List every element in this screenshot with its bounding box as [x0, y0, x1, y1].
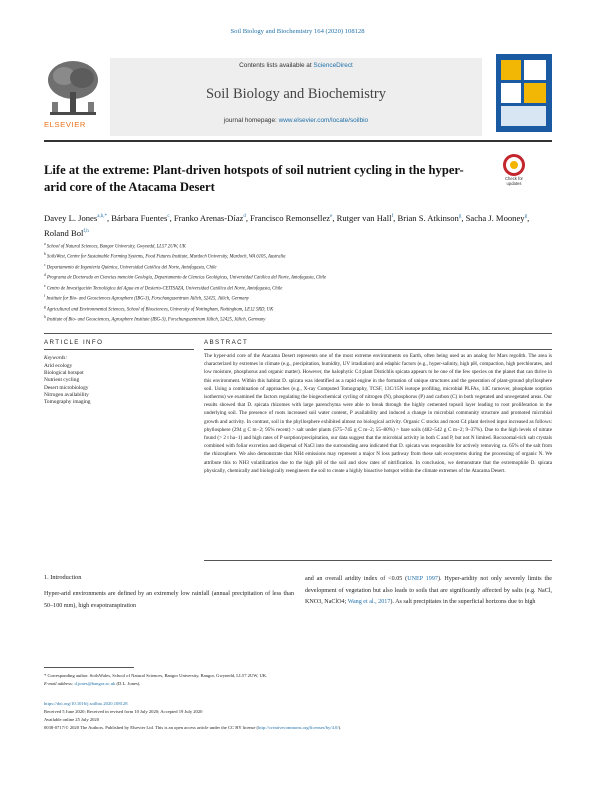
affiliation-text: Institute for Bio- and Geosciences Agrosphere (IBG-3), Forschungszentrum Jülich, 52425, Jülich, Germany [46, 296, 249, 302]
author-affiliation-marker[interactable]: g [524, 214, 528, 219]
affiliation-text: Centro de Investigación Tecnológica del Agua en el Desierto-CEITSAZA, Universidad Católica del Norte, Antofagasta, Chile [46, 286, 283, 292]
article-info-heading: ARTICLE INFO [44, 339, 104, 346]
license-line [44, 724, 552, 732]
affiliation-item [44, 314, 552, 324]
affiliation-item [44, 251, 552, 261]
section-divider [44, 333, 552, 334]
affiliation-marker: c [44, 262, 46, 267]
journal-title: Soil Biology and Biochemistry [205, 86, 387, 102]
affiliation-marker: f [44, 294, 46, 299]
footnote-text: * Corresponding author. SoilsWales, School of Natural Sciences, Bangor University, Bangor, Gwynedd, LL57 2UW, UK. [44, 673, 268, 678]
affiliation-item [44, 272, 552, 282]
author-name[interactable]: Francisco Remonsellez [250, 212, 331, 223]
author-affiliation-marker[interactable]: f,h [83, 229, 89, 235]
contents-line [110, 62, 482, 69]
affiliation-text: Institute of Bio- and Geosciences, Agrosphere Institute (IBG-3), Forschungszentrum Jülich, 52425, Jülich, Germany [46, 317, 266, 323]
homepage-prefix: journal homepage: [223, 117, 279, 124]
cover-tile [524, 83, 546, 103]
cover-tile [501, 106, 546, 126]
corresponding-author-footnote [44, 672, 552, 688]
author-name[interactable]: Davey L. Jones [44, 212, 98, 223]
contents-prefix: Contents lists available at [239, 62, 314, 69]
author-affiliation-marker[interactable]: a,b,* [97, 214, 107, 219]
citation-link[interactable]: UNEP 1997 [407, 576, 438, 582]
affiliation-text: Programa de Doctorado en Ciencias mención Geología, Departamento de Ciencias Geológicas, Universidad Católica del Norte, Antofagasta, Chile [46, 275, 327, 281]
intro-right-text: and an overall aridity index of <0.05 ( [305, 576, 408, 582]
available-date: Available online 25 July 2020 [44, 717, 100, 722]
author-affiliation-marker[interactable]: f [391, 214, 394, 219]
sciencedirect-link[interactable]: ScienceDirect [313, 62, 353, 69]
abstract-end-divider [204, 560, 552, 561]
check-updates-icon [503, 154, 525, 176]
tree-icon [44, 58, 102, 120]
intro-right-text: ). Hyper-aridity not only severely limits the development of vegetation but also leads to soils that are significantly affected by salts (e.g. NaCl, KNO3, NaClO4; [305, 576, 552, 606]
affiliation-list [44, 241, 552, 325]
introduction-heading: 1. Introduction [44, 574, 82, 581]
journal-cover-thumbnail[interactable] [496, 54, 552, 132]
author-affiliation-marker[interactable]: d [243, 214, 246, 219]
cover-tile [524, 60, 546, 80]
affiliation-text: School of Natural Sciences, Bangor University, Gwynedd, LL57 2UW, UK [46, 244, 186, 250]
affiliation-item [44, 293, 552, 303]
introduction-right-column [305, 574, 552, 609]
author-name[interactable]: Sacha J. Mooney [465, 212, 525, 223]
affiliation-marker: b [44, 252, 46, 257]
info-underline [44, 349, 194, 350]
affiliation-marker: d [44, 273, 46, 278]
footnote-divider [44, 667, 134, 668]
keyword-item: Nutrient cycling [44, 377, 80, 384]
citation-link[interactable]: Wang et al., 2017 [347, 599, 391, 606]
keyword-item: Arid ecology [44, 363, 73, 369]
affiliation-text: SoilsWest, Centre for Sustainable Farming Systems, Food Futures Institute, Murdoch University, Murdoch, WA 6105, Australia [46, 255, 286, 261]
author-name[interactable]: Roland Bol [44, 228, 84, 239]
article-title: Life at the extreme: Plant-driven hotspots of soil nutrient cycling in the hyper-arid core of the Atacama Desert [44, 163, 464, 194]
abstract-underline [204, 349, 552, 350]
keyword-list [44, 363, 194, 406]
keyword-item: Desert microbiology [44, 384, 89, 391]
author-affiliation-marker[interactable]: c [167, 214, 170, 219]
affiliation-item [44, 283, 552, 293]
doi-link[interactable]: https://doi.org/10.1016/j.soilbio.2020.108128 [44, 701, 128, 706]
affiliation-marker: h [44, 315, 46, 320]
affiliation-marker: e [44, 283, 46, 288]
keywords-heading: Keywords: [44, 355, 68, 361]
author-affiliation-marker[interactable]: g [458, 214, 462, 219]
homepage-line [110, 117, 482, 124]
cover-tile [501, 60, 521, 80]
email-suffix: (D.L. Jones). [115, 681, 141, 686]
author-name[interactable]: Rutger van Hall [336, 212, 392, 223]
keyword-item: Tomography imaging [44, 399, 91, 406]
received-dates: Received 5 June 2020; Received in revised form 10 July 2020; Accepted 19 July 2020 [44, 709, 203, 714]
affiliation-marker: g [44, 304, 46, 309]
license-text: 0038-0717/© 2020 The Authors. Published by Elsevier Ltd. This is an open access article under the CC BY license ( [44, 725, 259, 730]
author-name[interactable]: Bárbara Fuentes [111, 212, 168, 223]
article-metadata [44, 700, 552, 732]
keyword-item: Biological hotspot [44, 370, 84, 377]
affiliation-text: Agricultural and Environmental Sciences, School of Biosciences, University of Nottingham, Nottingham, LE12 5RD, UK [46, 307, 274, 313]
header-divider [44, 140, 552, 142]
intro-left-text: Hyper-arid environments are defined by an extremely low rainfall (annual precipitation of less than 50–100 mm), high evapotranspiration [44, 591, 294, 609]
author-name[interactable]: Brian S. Atkinson [397, 212, 459, 223]
footnote-email-line [44, 680, 552, 688]
abstract-body: The hyper-arid core of the Atacama Desert represents one of the most extreme environments on Earth, often being used as an analog for Mars regolith. The area is characterized by extremes in climate (e.g., precipitation, humidity, UV irradiation) and edaphic factors (e.g., hyper-salinity, high pH, compaction, high perchlorates, and low moisture, phosphorus and organic matter). However, the halophytic C4 plant Distichlis spicata appears to be one of the few species on the planet that can thrive in this environment. Within this habitat D. spicata was identified as a rapid engine in the formation of unique structures and the generation of plant-ground phyllosphere soil. Using a combination of approaches (e.g., X-ray Computed Tomography, TCSF, 13C/15N isotope profiling, microbial PLFAs, 14C turnover, phosphate sorption isotherms) we examined the factors regulating the biogeochemical cycling of nitrogen (N), phosphorus (P) and carbon (C) in both vegetated and unvegetated areas. Our results showed that D. spicata rhizomes with large parenchyma were able to break through the highly cemented topsoil layer leading to root proliferation in the underlying soil. The presence of roots increased soil water content, P availability and induced a change in microbial community structure and promoted microbial growth and activity. In contrast, soil in the phyllosphere exhibited almost no biological activity. Organic C stocks and most C4 plant derived input increased as follows: phyllosphere (294 g C m−2; 95% recent) > salt under plants (575–745 g C m−2; 55–80%) > bare soils (482–542 g C m−2; 9–37%). Due to the high levels of nitrate found (> 2 t ha−1) and high rates of P sorption/precipitation, our data suggest that the microbial activity in both C and P, but not N limited. Rocozomal-rich salt crystals combined with foliar excretion and dispersal of NaCl into the surrounding area indicated that D. spicata was responsible for actively removing ca. 65% of the salt from the rhizosphere. We also demonstrate that NH4 emissions may represent a major N loss pathway from these salt ecosystems during the processing of organic N. We attribute this to NH3 volatilization due to the high pH of the soil and slow rates of nitrification. In conclusion, we demonstrate that the extremophile D. spicata physically, chemically and biologically reengineers the soil to create a highly bioactive hotspot within the climate extremes of the Atacama Desert. [204, 353, 552, 474]
affiliation-item [44, 262, 552, 272]
publisher-name: ELSEVIER [44, 120, 86, 129]
affiliation-marker: a [44, 242, 46, 246]
keyword-item: Nitrogen availability [44, 391, 89, 398]
author-name[interactable]: Franko Arenas-Díaz [173, 212, 244, 223]
intro-right-text: ). As salt precipitates in the superficial horizons due to high [390, 599, 536, 606]
cover-tile [501, 83, 521, 103]
homepage-link[interactable]: www.elsevier.com/locate/soilbio [278, 117, 369, 124]
license-link[interactable]: http://creativecommons.org/licenses/by/4.0/ [258, 725, 339, 730]
email-label: E-mail address: [44, 681, 75, 686]
abstract-heading: ABSTRACT [204, 339, 249, 346]
journal-banner [110, 58, 482, 136]
affiliation-item [44, 304, 552, 314]
check-for-updates-button[interactable] [500, 154, 528, 186]
journal-header [44, 54, 552, 136]
author-list: Davey L. Jones$^{a,b,*}$, Bárbara Fuentes$^c$, Franko Arenas-Díaz$^d$, Francisco Remonsellez$^e$, Rutger van Hall$^f$, Brian S. Atkinson$^g$, Sacha J. Mooney$^g$, Roland Bol$^{f,h}$ [44, 212, 530, 239]
author-affiliation-marker[interactable]: e [330, 214, 333, 219]
journal-reference[interactable]: Soil Biology and Biochemistry 164 (2020) 108128 [230, 28, 365, 35]
introduction-left-column [44, 589, 294, 612]
affiliation-item [44, 241, 552, 251]
affiliation-text: Departamento de Ingeniería Química, Universidad Católica del Norte, Antofagasta, Chile [46, 265, 217, 271]
email-link[interactable]: d.jones@bangor.ac.uk [74, 681, 116, 686]
check-updates-label: Check for updates [505, 176, 523, 186]
license-text: ). [338, 725, 342, 730]
